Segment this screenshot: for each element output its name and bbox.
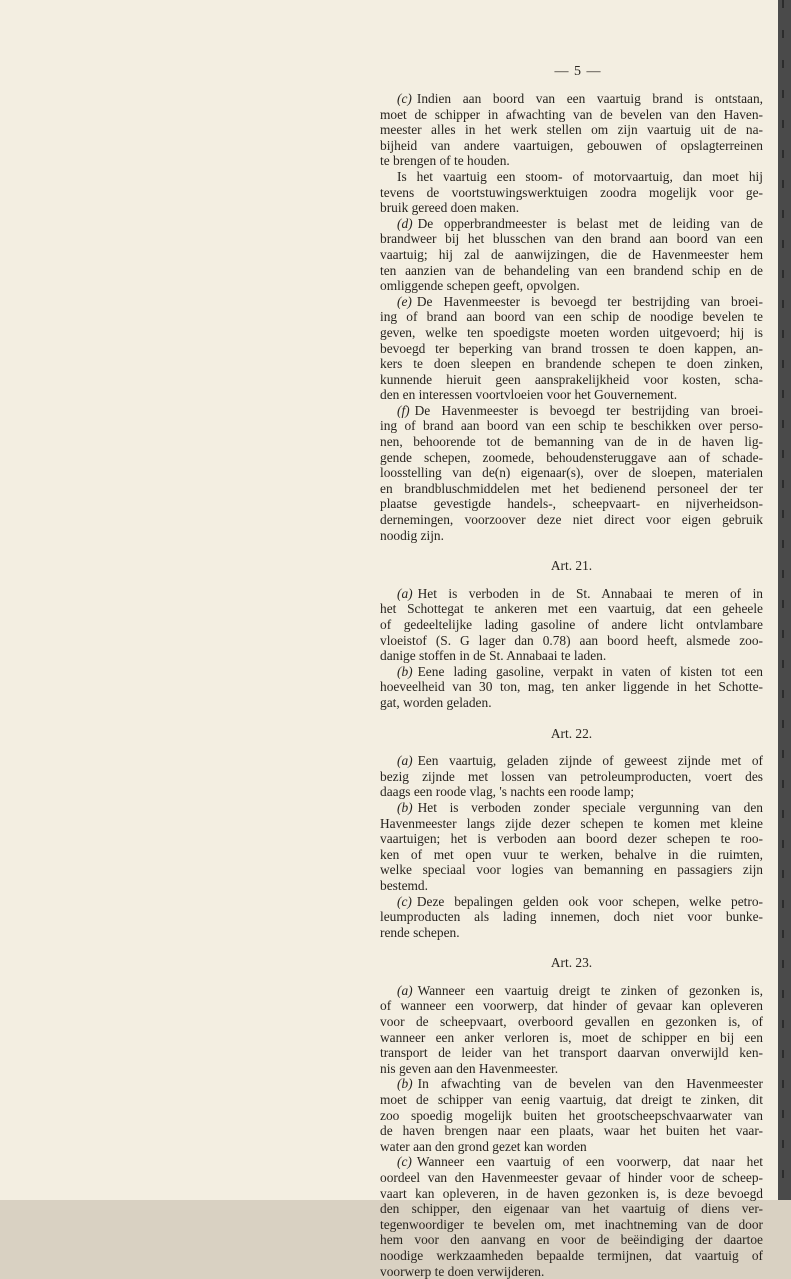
text-line: (b) In afwachting van de bevelen van den Havenmeester — [397, 1076, 763, 1092]
text-line: hoeveelheid van 30 ton, mag, ten anker liggende in het Schotte- — [380, 679, 763, 695]
text-line: vaartuig; hij zal de aanwijzingen, die de Havenmeester hem — [380, 246, 763, 262]
text-line: (b) Eene lading gasoline, verpakt in vaten of kisten tot een — [397, 663, 763, 679]
article-heading-23: Art. 23. — [550, 955, 593, 971]
text-line: den en interessen voortvloeien voor het Gouvernement. — [380, 387, 678, 403]
text-line: Havenmeester langs zijde dezer schepen te komen met kleine — [380, 815, 763, 831]
text-line: bruik gereed doen maken. — [380, 200, 520, 216]
clause-marker: (a) — [397, 982, 413, 998]
text-line: noodig zijn. — [380, 527, 444, 543]
text-line: welke speciaal voor logies van bemanning en passagiers zijn — [380, 862, 763, 878]
text-line: (c) Indien aan boord van een vaartuig brand is ontstaan, — [397, 91, 763, 106]
paragraph-art23-b — [380, 1076, 763, 1154]
text-line: de haven brengen naar een plaats, waar het buiten het vaar- — [380, 1123, 763, 1139]
text-line: rende schepen. — [380, 924, 460, 940]
paragraph-art22-a — [380, 753, 763, 800]
text-line: daags een roode vlag, 's nachts een roode lamp; — [380, 784, 635, 800]
text-line: gat, worden geladen. — [380, 694, 492, 710]
clause-marker: (b) — [397, 1076, 413, 1092]
text-line: ten aanzien van de behandeling van een brandend schip en de — [380, 262, 763, 278]
clause-marker: (b) — [397, 799, 413, 815]
text-line: danige stoffen in de St. Annabaai te laden. — [380, 648, 607, 664]
paragraph-art20-f — [380, 403, 763, 543]
text-line: (b) Het is verboden zonder speciale vergunning van den — [397, 799, 763, 815]
text-line: ing of brand aan boord van een schip te beschikken over perso- — [380, 418, 763, 434]
paragraph-art22-b — [380, 800, 763, 894]
text-line: tevens de voortstuwingswerktuigen zoodra mogelijk voor ge- — [380, 184, 763, 200]
text-line: (c) Wanneer een vaartuig of een voorwerp, dat naar het — [397, 1154, 763, 1170]
text-line: gende schepen, zoomede, behoudensteruggave aan of schade- — [380, 449, 763, 465]
text-line: ken of met open vuur te werken, behalve in die ruimten, — [380, 846, 763, 862]
clause-marker: (a) — [397, 585, 413, 601]
clause-marker: (d) — [397, 215, 413, 231]
text-line: omliggende schepen geeft, opvolgen. — [380, 278, 580, 294]
clause-marker: (c) — [397, 1154, 412, 1170]
text-line: water aan den grond gezet kan worden — [380, 1138, 587, 1154]
text-line: geven, welke ten spoedigste moeten worden uitgevoerd; hij is — [380, 324, 763, 340]
text-line: bevoegd ter beperking van brand trossen te doen kappen, an- — [380, 340, 763, 356]
clause-marker: (b) — [397, 663, 413, 679]
paragraph-art23-c — [380, 1154, 763, 1279]
clause-marker: (c) — [397, 91, 412, 106]
text-line: (e) De Havenmeester is bevoegd ter bestrijding van broei- — [397, 293, 763, 309]
text-line: hem voor den aanvang en voor de beëindiging der daartoe — [380, 1232, 763, 1248]
text-line: vaart kan opleveren, in de haven gezonken is, is deze bevoegd — [380, 1185, 763, 1201]
clause-marker: (c) — [397, 893, 412, 909]
text-line: vloeistof (S. G lager dan 0.78) aan boord heeft, alsmede zoo- — [380, 632, 763, 648]
article-heading-22: Art. 22. — [550, 725, 593, 741]
text-line: vaartuigen; het is verboden aan boord dezer schepen te roo- — [380, 831, 763, 847]
text-line: plaatse gevestigde handels-, scheepvaart- en nijverheidson- — [380, 496, 763, 512]
text-line: leumproducten als lading innemen, doch niet voor bunke- — [380, 909, 763, 925]
text-line: (a) Een vaartuig, geladen zijnde of geweest zijnde met of — [397, 753, 763, 769]
page-number: — 5 — — [554, 64, 602, 79]
text-line: of wanneer een voorwerp, dat hinder of gevaar kan opleveren — [380, 998, 763, 1014]
text-line: zoo spoedig mogelijk buiten het grootscheepschvaarwater van — [380, 1107, 763, 1123]
text-line: voor de scheepvaart, overboord gevallen en gezonken is, of — [380, 1014, 763, 1030]
text-line: tegenwoordiger te bevelen om, met inachtneming van de door — [380, 1216, 763, 1232]
text-line: wanneer een anker verloren is, moet de schipper en bij een — [380, 1029, 763, 1045]
clause-marker: (a) — [397, 753, 413, 769]
paragraph-art20-e — [380, 294, 763, 403]
article-heading-21: Art. 21. — [550, 558, 593, 574]
text-line: brandweer bij het blusschen van den brand aan boord van een — [380, 231, 763, 247]
paragraph-art21-a — [380, 586, 763, 664]
text-line: Is het vaartuig een stoom- of motorvaartuig, dan moet hij — [397, 168, 763, 184]
text-line: (a) Het is verboden in de St. Annabaai te meren of in — [397, 585, 763, 601]
text-line: voorwerp te doen verwijderen. — [380, 1263, 545, 1279]
text-line: te brengen of te houden. — [380, 153, 510, 169]
text-line: (d) De opperbrandmeester is belast met de leiding van de — [397, 215, 763, 231]
paragraph-art20-c-2 — [380, 169, 763, 216]
clause-marker: (f) — [397, 402, 410, 418]
text-line: (a) Wanneer een vaartuig dreigt te zinken of gezonken is, — [397, 982, 763, 998]
text-line: en brandbluschmiddelen met het bedienend personeel der ter — [380, 480, 763, 496]
text-line: bestemd. — [380, 877, 428, 893]
text-line: nis geven aan den Havenmeester. — [380, 1060, 559, 1076]
text-line: loosstelling van de(n) eigenaar(s), over de sloepen, materialen — [380, 465, 763, 481]
paragraph-art20-d — [380, 216, 763, 294]
text-line: noodige werkzaamheden bepaalde termijnen, dat vaartuig of — [380, 1247, 763, 1263]
text-line: (c) Deze bepalingen gelden ook voor schepen, welke petro- — [397, 893, 763, 909]
text-line: dernemingen, voorzoover deze niet direct voor eigen gebruik — [380, 512, 763, 528]
paragraph-art21-b — [380, 664, 763, 711]
text-line: kunnende hieruit geen aansprakelijkheid voor kosten, scha- — [380, 371, 763, 387]
text-line: transport de leider van het transport daarvan onverwijld ken- — [380, 1045, 763, 1061]
text-line: (f) De Havenmeester is bevoegd ter bestrijding van broei- — [397, 402, 763, 418]
text-line: ing of brand aan boord van een schip de noodige bevelen te — [380, 309, 763, 325]
scan-edge-strip — [778, 0, 791, 1200]
paragraph-art20-c — [380, 91, 763, 169]
paragraph-art23-a — [380, 983, 763, 1077]
text-line: nen, behoorende tot de bemanning van de in de haven lig- — [380, 434, 763, 450]
text-line: bezig zijnde met lossen van petroleumproducten, voert des — [380, 768, 763, 784]
text-line: meester alles in het werk stellen om zijn vaartuig uit de na- — [380, 122, 763, 138]
text-column — [380, 91, 763, 1279]
text-line: bijheid van andere vaartuigen, gebouwen of opslagterreinen — [380, 137, 763, 153]
text-line: moet de schipper in afwachting van de bevelen van den Haven- — [380, 106, 763, 122]
text-line: moet de schipper van eenig vaartuig, dat dreigt te zinken, dit — [380, 1092, 763, 1108]
paragraph-art22-c — [380, 894, 763, 941]
text-line: den schipper, den eigenaar van het vaartuig of diens ver- — [380, 1201, 763, 1217]
scan-edge-ticks — [782, 0, 784, 1200]
text-line: het Schottegat te ankeren met een vaartuig, dat een geheele — [380, 601, 763, 617]
text-line: kers te doen sleepen en brandende schepen te doen zinken, — [380, 356, 763, 372]
clause-marker: (e) — [397, 293, 412, 309]
text-line: of gedeeltelijke lading gasoline of andere licht ontvlambare — [380, 617, 763, 632]
text-line: oordeel van den Havenmeester gevaar of hinder voor de scheep- — [380, 1170, 763, 1185]
